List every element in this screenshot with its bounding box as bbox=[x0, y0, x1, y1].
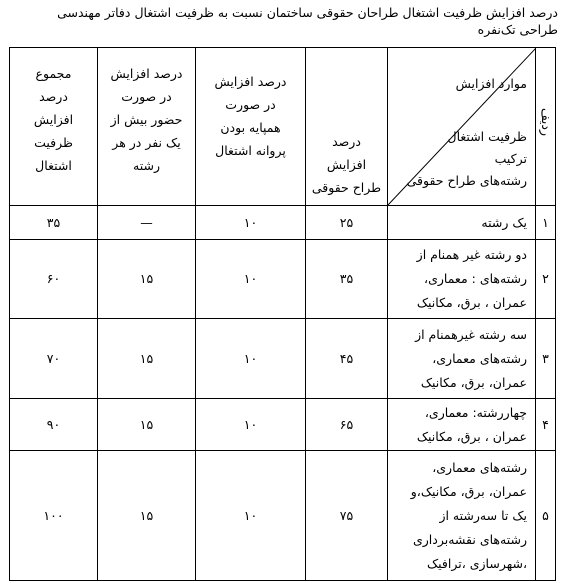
table-caption bbox=[6, 4, 558, 38]
capacity-increase-table bbox=[9, 47, 556, 581]
row-number: ۲ bbox=[536, 240, 556, 319]
cell-total-percent: ۷۰ bbox=[10, 319, 98, 399]
cell-design-percent: ۳۵ bbox=[306, 240, 388, 319]
cell-extra-percent: ۱۵ bbox=[98, 240, 196, 319]
row-label-line: چهاررشته: معماری، bbox=[424, 404, 527, 420]
header-line: درصد bbox=[332, 134, 361, 149]
header-line: حضور بیش از bbox=[110, 112, 183, 127]
row-label-line: عمران، برق، مکانیک،و bbox=[410, 483, 527, 499]
header-design-percent bbox=[306, 48, 388, 206]
header-row-number-label: ردیف bbox=[538, 107, 554, 137]
table-caption-line-1: درصد افزایش ظرفیت اشتغال طراحان حقوقی ساختمان نسبت به ظرفیت اشتغال دفاتر مهندسی bbox=[57, 5, 558, 20]
header-line: رشته bbox=[133, 158, 160, 173]
table-row bbox=[10, 206, 556, 240]
header-line: درصد bbox=[39, 89, 68, 104]
cell-extra-percent: ۱۵ bbox=[98, 399, 196, 451]
header-line: همپایه بودن bbox=[220, 120, 281, 135]
row-label-line: رشته‌های : معماری، bbox=[424, 271, 527, 286]
row-label-line: رشته‌های نقشه‌برداری bbox=[412, 531, 527, 547]
row-label bbox=[388, 319, 536, 399]
cell-total-percent: ۳۵ bbox=[10, 206, 98, 240]
cell-extra-percent: — bbox=[98, 206, 196, 240]
row-label bbox=[388, 240, 536, 319]
table-header-row bbox=[10, 48, 556, 206]
row-label-line: یک تا سه‌رشته از bbox=[439, 507, 527, 523]
header-diag-bottom-line: رشته‌های طراح حقوقی bbox=[406, 173, 527, 188]
header-line: اشتغال bbox=[35, 158, 72, 173]
header-diag-top: موارد افزایش bbox=[455, 76, 527, 91]
cell-grade-percent: ۱۰ bbox=[196, 451, 306, 581]
cell-design-percent: ۲۵ bbox=[306, 206, 388, 240]
row-label-line: سه رشته غیرهمنام از bbox=[415, 326, 527, 342]
row-number: ۱ bbox=[536, 206, 556, 240]
header-line: طراح حقوقی bbox=[311, 180, 382, 195]
header-line: درصد افزایش bbox=[214, 74, 287, 89]
row-label-line: رشته‌های معماری، bbox=[432, 350, 527, 366]
header-grade-percent bbox=[196, 48, 306, 206]
table-row bbox=[10, 240, 556, 319]
header-row-number bbox=[536, 48, 556, 206]
cell-total-percent: ۱۰۰ bbox=[10, 451, 98, 581]
row-label-line: عمران ، برق، مکانیک bbox=[416, 295, 527, 310]
header-line: پروانه اشتغال bbox=[215, 143, 286, 158]
cell-grade-percent: ۱۰ bbox=[196, 319, 306, 399]
cell-design-percent: ۷۵ bbox=[306, 451, 388, 581]
cell-grade-percent: ۱۰ bbox=[196, 240, 306, 319]
header-total-percent bbox=[10, 48, 98, 206]
cell-total-percent: ۶۰ bbox=[10, 240, 98, 319]
header-line: درصد افزایش bbox=[110, 66, 183, 81]
row-label-line: عمران ، برق، مکانیک bbox=[416, 428, 527, 444]
row-number: ۴ bbox=[536, 399, 556, 451]
cell-design-percent: ۶۵ bbox=[306, 399, 388, 451]
header-extra-person-percent bbox=[98, 48, 196, 206]
table-row bbox=[10, 319, 556, 399]
row-label bbox=[388, 451, 536, 581]
row-number: ۳ bbox=[536, 319, 556, 399]
header-line: افزایش bbox=[33, 112, 74, 127]
cell-total-percent: ۹۰ bbox=[10, 399, 98, 451]
cell-design-percent: ۴۵ bbox=[306, 319, 388, 399]
header-diag-bottom-line: ترکیب bbox=[494, 151, 527, 166]
header-line: افزایش bbox=[326, 157, 367, 172]
row-label-line: عمران، برق، مکانیک bbox=[420, 374, 527, 390]
table-row bbox=[10, 451, 556, 581]
table-row bbox=[10, 399, 556, 451]
header-diagonal-cell bbox=[388, 48, 536, 206]
header-line: ظرفیت bbox=[34, 135, 73, 150]
cell-grade-percent: ۱۰ bbox=[196, 206, 306, 240]
row-label-line: ،شهرسازی ،ترافیک bbox=[426, 555, 527, 571]
row-label bbox=[388, 206, 536, 240]
header-diag-bottom-line: ظرفیت اشتغال bbox=[447, 129, 527, 144]
header-line: یک نفر در هر bbox=[112, 135, 181, 150]
row-label bbox=[388, 399, 536, 451]
cell-grade-percent: ۱۰ bbox=[196, 399, 306, 451]
header-line: مجموع bbox=[35, 66, 72, 81]
row-number: ۵ bbox=[536, 451, 556, 581]
cell-extra-percent: ۱۵ bbox=[98, 451, 196, 581]
row-label-line: دو رشته غیر همنام از bbox=[416, 247, 527, 262]
table-caption-line-2: طراحی تک‌نفره bbox=[477, 22, 558, 37]
row-label-line: رشته‌های معماری، bbox=[432, 459, 527, 475]
header-line: در صورت bbox=[121, 89, 172, 104]
header-diag-bottom bbox=[407, 126, 527, 192]
row-label-line: یک رشته bbox=[481, 214, 527, 230]
cell-extra-percent: ۱۵ bbox=[98, 319, 196, 399]
header-line: در صورت bbox=[225, 97, 276, 112]
